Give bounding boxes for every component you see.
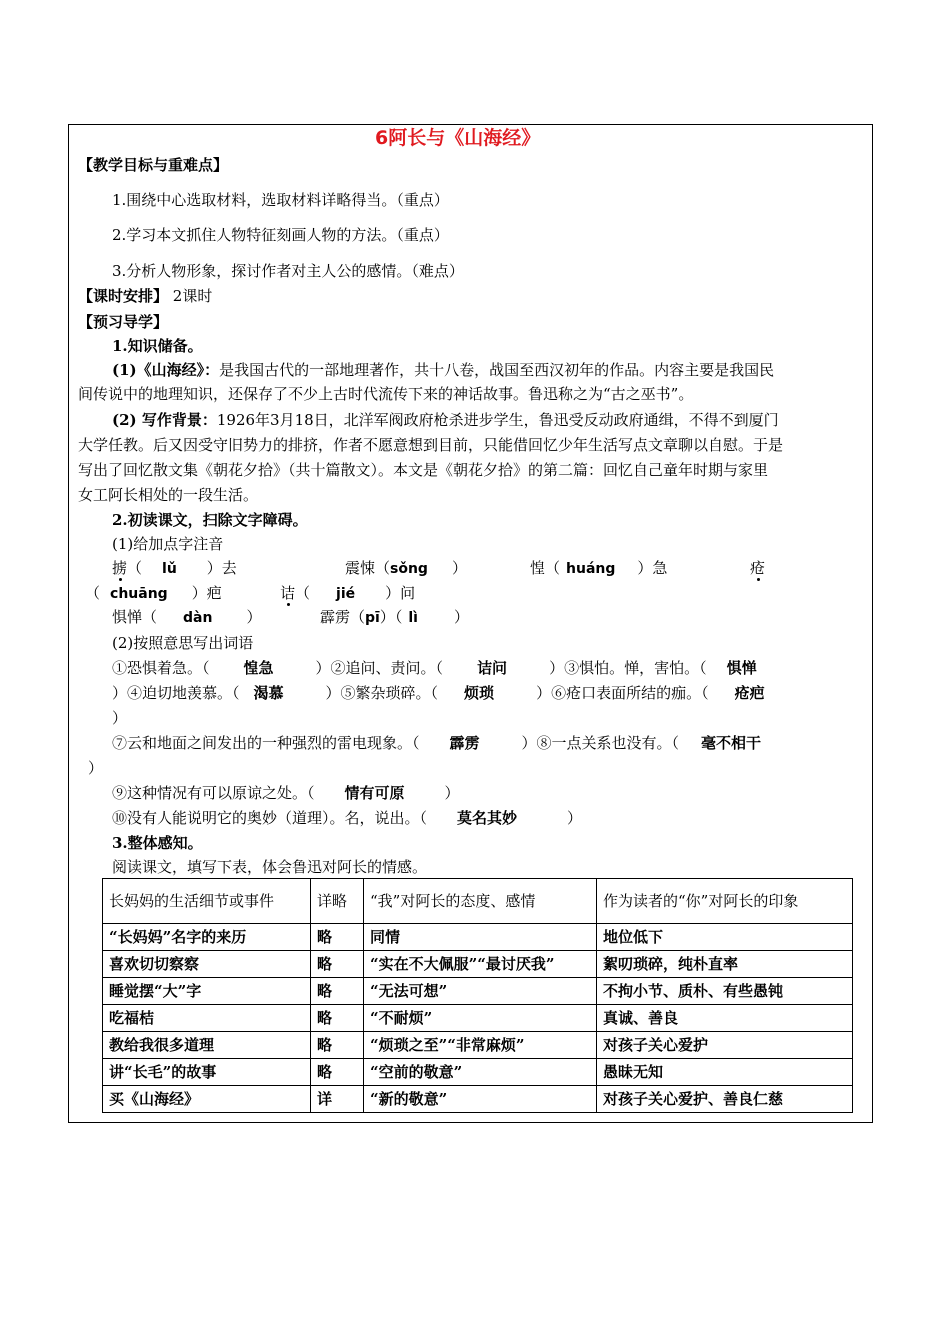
table-cell: 愚昧无知 [597,1059,853,1086]
analysis-table [102,878,853,1113]
knowledge-1-line-2: 间传说中的地理知识，还保存了不少上古时代流传下来的神话故事。鲁迅称之为“古之巫书”。 [78,385,694,403]
vocab-instruction: (2)按照意思写出词语 [112,634,254,652]
table-cell: “不耐烦” [364,1005,597,1032]
table-row [103,1059,853,1086]
pinyin-instruction: (1)给加点字注音 [112,535,224,553]
table-cell: 不拘小节、质朴、有些愚钝 [597,978,853,1005]
table-cell: 吃福桔 [103,1005,311,1032]
schedule-heading: 【课时安排】 [78,287,169,305]
table-cell: 对孩子关心爱护、善良仁慈 [597,1086,853,1113]
vocab-line-5: ⑩没有人能说明它的奥妙（道理）。名，说出。（ 莫名其妙 ） [112,809,583,827]
table-cell: “实在不大佩服”“最讨厌我” [364,951,597,978]
reading-heading: 2.初读课文，扫除文字障碍。 [112,511,308,529]
overall-heading: 3.整体感知。 [112,834,203,852]
table-cell: 略 [311,978,364,1005]
table-row [103,978,853,1005]
goal-1: 1.围绕中心选取材料，选取材料详略得当。（重点） [112,191,449,209]
pinyin-song: 震悚（sǒng ） [345,559,467,577]
knowledge-2-text: 1926年3月18日，北洋军阀政府枪杀进步学生，鲁迅受反动政府通缉，不得不到厦门 [216,411,779,429]
knowledge-1-label: (1)《山海经》： [112,361,220,379]
pinyin-huang: 惶（ huáng ）急 [530,559,668,577]
goal-3: 3.分析人物形象，探讨作者对主人公的感情。（难点） [112,262,464,280]
knowledge-2-line-3: 写出了回忆散文集《朝花夕拾》（共十篇散文）。本文是《朝花夕拾》的第二篇：回忆自己童年时期与家里 [78,461,769,479]
table-cell: 絮叨琐碎，纯朴直率 [597,951,853,978]
schedule-line [78,286,212,306]
vocab-line-2-close: ） [112,709,128,727]
table-cell: 略 [311,951,364,978]
pinyin-pi-li: 霹雳（pī）（ lì ） [320,608,469,626]
table-row [103,1086,853,1113]
vocab-line-4: ⑨这种情况有可以原谅之处。（ 情有可原 ） [112,784,460,802]
knowledge-2-line-1 [112,410,779,430]
table-row [103,1032,853,1059]
table-header-row [103,879,853,924]
vocab-line-2: ）④迫切地羡慕。（ 渴慕 ）⑤繁杂琐碎。（ 烦琐 ）⑥疮口表面所结的痂。（ 疮疤 [112,684,765,702]
schedule-value: 2课时 [172,287,213,305]
table-header-cell: “我”对阿长的态度、感情 [364,879,597,924]
pinyin-lu: 掳（ lǔ ）去 [112,559,237,577]
goal-2: 2.学习本文抓住人物特征刻画人物的方法。（重点） [112,226,449,244]
table-cell: 略 [311,1059,364,1086]
pinyin-jie: 诘（ jié ）问 [280,584,416,602]
table-row [103,924,853,951]
table-cell: 地位低下 [597,924,853,951]
table-cell: 略 [311,1032,364,1059]
table-cell: 对孩子关心爱护 [597,1032,853,1059]
knowledge-2-line-4: 女工阿长相处的一段生活。 [78,486,259,504]
overall-intro: 阅读课文，填写下表，体会鲁迅对阿长的情感。 [112,858,428,876]
table-cell: 喜欢切切察察 [103,951,311,978]
table-cell: 教给我很多道理 [103,1032,311,1059]
vocab-line-3: ⑦云和地面之间发出的一种强烈的雷电现象。（ 霹雳 ）⑧一点关系也没有。（ 毫不相干 [112,734,762,752]
table-cell: 真诚、善良 [597,1005,853,1032]
pinyin-chuang: （ chuāng ）疤 [85,584,222,602]
table-cell: “烦琐之至”“非常麻烦” [364,1032,597,1059]
knowledge-1-text: 是我国古代的一部地理著作，共十八卷，战国至西汉初年的作品。内容主要是我国民 [219,361,775,379]
table-cell: 睡觉摆“大”字 [103,978,311,1005]
table-header-cell: 长妈妈的生活细节或事件 [103,879,311,924]
vocab-line-3-close: ） [88,759,104,777]
table-cell: 略 [311,924,364,951]
table-cell: 略 [311,1005,364,1032]
vocab-line-1: ①恐惧着急。（ 惶急 ）②追问、责问。（ 诘问 ）③惧怕。惮，害怕。（ 惧惮 [112,659,757,677]
knowledge-1-line-1 [112,360,774,380]
pinyin-chuang-char: 疮 [750,559,766,577]
knowledge-2-line-2: 大学任教。后又因受守旧势力的排挤，作者不愿意想到目前，只能借回忆少年生活写点文章聊以自慰。于是 [78,436,784,454]
table-cell: 买《山海经》 [103,1086,311,1113]
page-title: 6阿长与《山海经》 [375,127,541,149]
table-cell: 同情 [364,924,597,951]
pinyin-dan: 惧惮（ dàn ） [112,608,262,626]
table-cell: 详 [311,1086,364,1113]
goals-heading: 【教学目标与重难点】 [78,156,229,174]
table-header-cell: 详略 [311,879,364,924]
table-row [103,951,853,978]
preview-heading: 【预习导学】 [78,313,169,331]
table-cell: 讲“长毛”的故事 [103,1059,311,1086]
knowledge-2-label: (2) 写作背景： [112,411,217,429]
table-row [103,1005,853,1032]
table-cell: “新的敬意” [364,1086,597,1113]
table-cell: “长妈妈”名字的来历 [103,924,311,951]
table-cell: “无法可想” [364,978,597,1005]
table-cell: “空前的敬意” [364,1059,597,1086]
knowledge-heading: 1.知识储备。 [112,337,203,355]
table-header-cell: 作为读者的“你”对阿长的印象 [597,879,853,924]
